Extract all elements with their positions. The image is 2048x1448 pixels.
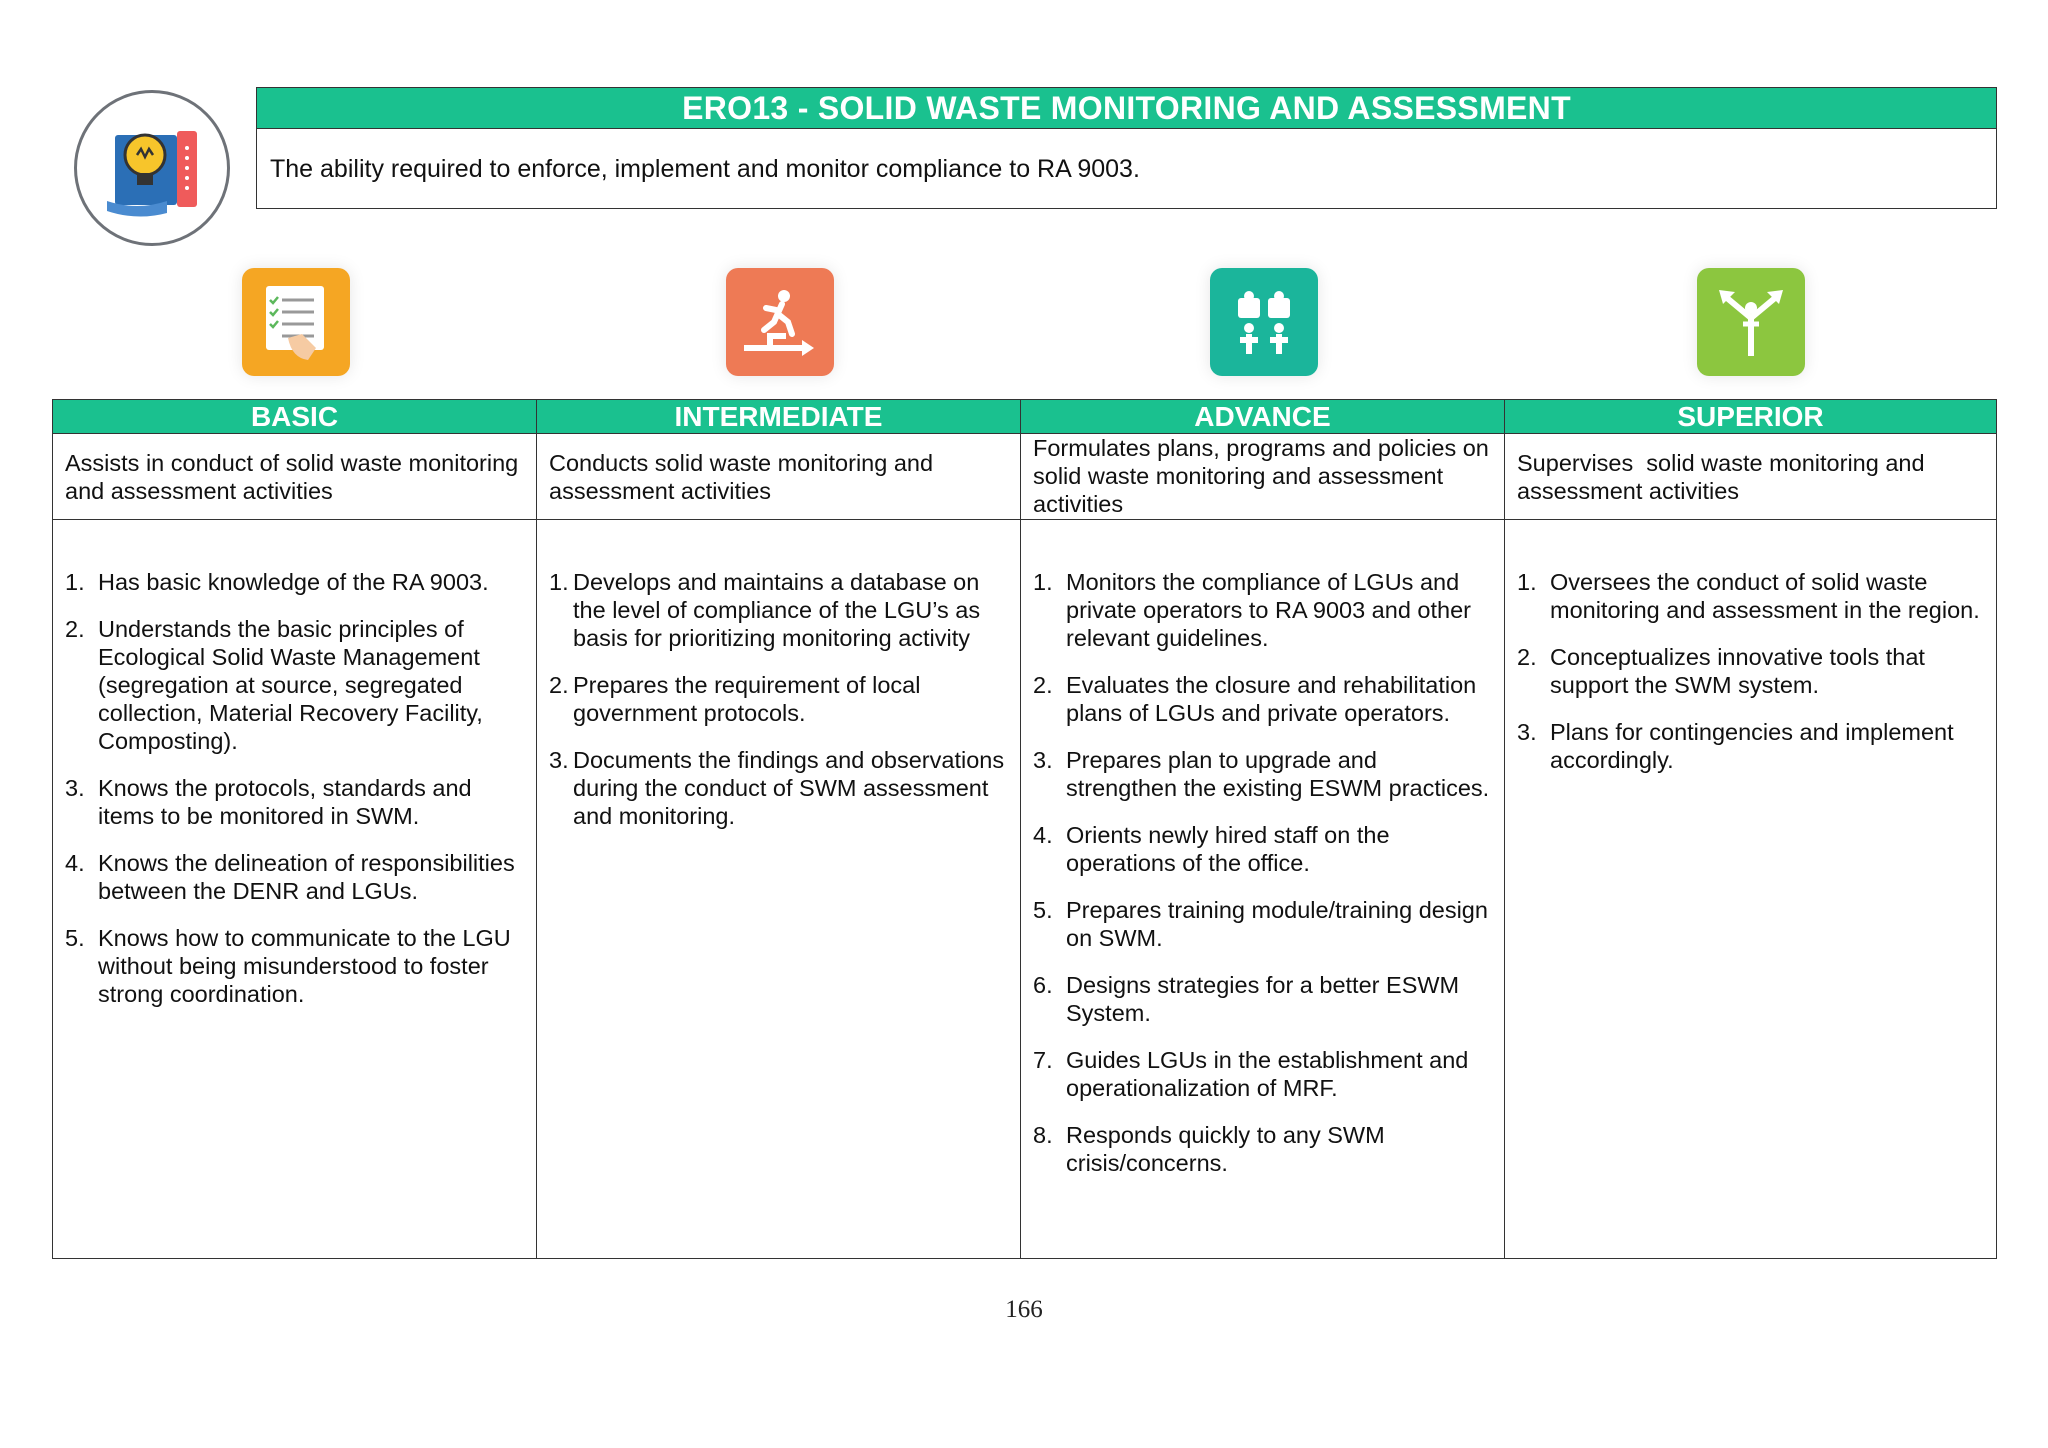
level-description-intermediate: Conducts solid waste monitoring and assessment activities xyxy=(537,434,1021,520)
list-item: 2. Prepares the requirement of local government protocols. xyxy=(549,672,921,726)
level-description-basic: Assists in conduct of solid waste monitoring and assessment activities xyxy=(53,434,537,520)
lightbulb-book-icon xyxy=(74,90,230,246)
checklist-hand-icon xyxy=(242,268,350,376)
list-item: 1. Oversees the conduct of solid waste monitoring and assessment in the region. xyxy=(1517,569,1980,623)
level-description-superior: Supervises solid waste monitoring and assessment activities xyxy=(1505,434,1996,520)
indicators-superior xyxy=(1505,520,1996,1258)
competency-title-box xyxy=(256,87,1997,209)
level-header-superior: SUPERIOR xyxy=(1505,400,1996,434)
level-header-intermediate: INTERMEDIATE xyxy=(537,400,1021,434)
indicators-advance xyxy=(1021,520,1505,1258)
list-item: 3. Plans for contingencies and implement accordingly. xyxy=(1517,719,1954,773)
list-item: 1. Monitors the compliance of LGUs and private operators to RA 9003 and other relevant guidelines. xyxy=(1033,569,1471,651)
list-item: 1. Has basic knowledge of the RA 9003. xyxy=(65,569,489,595)
list-item: 5. Prepares training module/training design on SWM. xyxy=(1033,897,1488,951)
list-item: 6. Designs strategies for a better ESWM System. xyxy=(1033,972,1460,1026)
list-item: 2. Conceptualizes innovative tools that support the SWM system. xyxy=(1517,644,1925,698)
competency-title: ERO13 - SOLID WASTE MONITORING AND ASSESSMENT xyxy=(257,88,1996,129)
list-item: 4. Knows the delineation of responsibilities between the DENR and LGUs. xyxy=(65,850,515,904)
stairs-climber-icon xyxy=(726,268,834,376)
list-item: 4. Orients newly hired staff on the operations of the office. xyxy=(1033,822,1390,876)
list-item: 5. Knows how to communicate to the LGU without being misunderstood to foster strong coordination. xyxy=(65,925,511,1007)
indicators-basic xyxy=(53,520,537,1258)
list-item: 8. Responds quickly to any SWM crisis/concerns. xyxy=(1033,1122,1385,1176)
page-number: 166 xyxy=(1005,1296,1043,1323)
puzzle-people-icon xyxy=(1210,268,1318,376)
competency-description: The ability required to enforce, implement and monitor compliance to RA 9003. xyxy=(270,155,1140,183)
level-header-advance: ADVANCE xyxy=(1021,400,1505,434)
level-description-advance: Formulates plans, programs and policies on solid waste monitoring and assessment activities xyxy=(1021,434,1505,520)
level-header-basic: BASIC xyxy=(53,400,537,434)
crossroads-arrows-icon xyxy=(1697,268,1805,376)
list-item: 1. Develops and maintains a database on the level of compliance of the LGU’s as basis for prioritizing monitoring activity xyxy=(549,569,981,651)
list-item: 3. Prepares plan to upgrade and strengthen the existing ESWM practices. xyxy=(1033,747,1490,801)
list-item: 3. Knows the protocols, standards and items to be monitored in SWM. xyxy=(65,775,472,829)
indicators-intermediate xyxy=(537,520,1021,1258)
list-item: 7. Guides LGUs in the establishment and operationalization of MRF. xyxy=(1033,1047,1469,1101)
list-item: 3. Documents the findings and observations during the conduct of SWM assessment and monitoring. xyxy=(549,747,1005,829)
list-item: 2. Evaluates the closure and rehabilitation plans of LGUs and private operators. xyxy=(1033,672,1477,726)
competency-levels-table xyxy=(52,399,1997,1259)
list-item: 2. Understands the basic principles of Ecological Solid Waste Management (segregation at source, segregated collection, Material Recovery Facility, Composting). xyxy=(65,616,483,754)
